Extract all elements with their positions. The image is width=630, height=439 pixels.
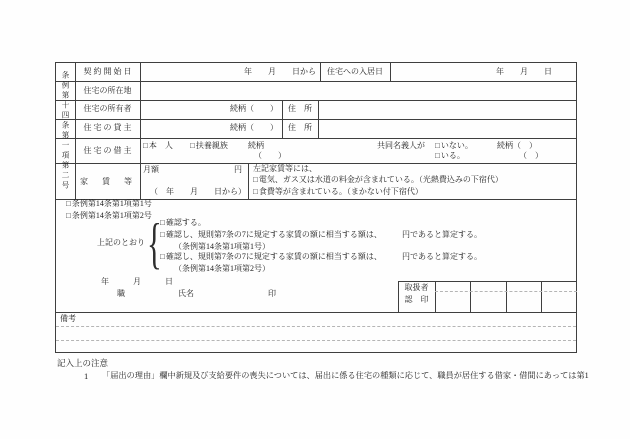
confirm-checkbox[interactable] <box>160 218 165 228</box>
side-article-label: 条例第十四条第一項第二号 <box>61 70 70 191</box>
move-in-label: 住宅への入居日 <box>327 67 383 76</box>
owner-address-field[interactable] <box>319 101 576 118</box>
note-item-number: 1 <box>84 371 89 381</box>
lessor-address-field[interactable] <box>319 120 576 137</box>
tenant-self-label: 本 人 <box>148 141 173 150</box>
handler-seal-cell[interactable] <box>507 282 540 311</box>
handler-label-line1: 取扱者 <box>404 283 429 292</box>
note-item-text: 「届出の理由」欄中新規及び支給要件の喪失については、届出に係る住宅の種類に応じて、職員が居住する借家・借間にあっては第1 <box>102 371 589 380</box>
location-field[interactable] <box>141 82 576 99</box>
rent-amount-field[interactable] <box>162 164 208 175</box>
lessor-relation-label: 続柄（ ） <box>230 123 278 132</box>
tenant-relation-label: 続柄 <box>248 141 264 150</box>
joint-holder-lead: 共同名義人が <box>377 141 425 150</box>
owner-name-field[interactable] <box>141 101 231 118</box>
joint-relation-paren: （ ） <box>519 151 543 160</box>
tenant-label: 住 宅 の 借 主 <box>83 146 132 155</box>
tenant-dependent-label: 扶養親族 <box>195 141 228 150</box>
joint-yes-checkbox[interactable] <box>435 151 440 161</box>
signature-post-label: 職 <box>117 289 125 298</box>
rent-label: 家 賃 等 <box>80 177 135 186</box>
remarks-field[interactable] <box>57 325 575 352</box>
article-1-1-1-checkbox[interactable] <box>66 199 71 209</box>
signature-seal-label: 印 <box>268 289 276 298</box>
contract-start-date-field[interactable] <box>141 63 319 80</box>
utilities-included-label: 電気、ガス又は水道の料金が含まれている。（光熱費込みの下宿代） <box>258 175 503 184</box>
contract-start-date-suffix: 年 月 日から <box>244 67 316 76</box>
lessor-name-field[interactable] <box>141 120 231 137</box>
meals-included-checkbox[interactable] <box>253 187 258 197</box>
calc2-label: 確認し、規則第7条の7に規定する家賃の額に相当する額は、 <box>165 252 382 261</box>
article-1-1-1-label: 条例第14条第1項第1号 <box>71 199 152 208</box>
grid-line <box>55 312 577 313</box>
handler-seal-cell[interactable] <box>436 282 469 311</box>
lessor-label: 住 宅 の 貸 主 <box>83 123 132 132</box>
remarks-label: 備考 <box>60 314 76 323</box>
owner-relation-label: 続柄（ ） <box>230 104 278 113</box>
grid-line <box>55 138 577 139</box>
calc1-checkbox[interactable] <box>160 230 165 240</box>
handler-seal-cell[interactable] <box>542 282 576 311</box>
owner-address-label: 住 所 <box>288 104 312 113</box>
signature-date: 年 月 日 <box>101 277 173 286</box>
utilities-included-checkbox[interactable] <box>253 175 258 185</box>
calc1-amount-field[interactable] <box>365 229 400 240</box>
contract-start-label: 契 約 開 始 日 <box>83 67 132 76</box>
lessor-address-label: 住 所 <box>288 123 312 132</box>
calc1-ref: （条例第14条第1項第1号） <box>174 242 270 251</box>
article-1-1-2-checkbox[interactable] <box>66 211 71 221</box>
joint-yes-label: いる。 <box>440 151 465 160</box>
joint-none-label: いない。 <box>440 141 473 150</box>
calc2-amount-field[interactable] <box>365 251 400 262</box>
calc2-tail: 円であると算定する。 <box>402 252 482 261</box>
handler-label-line2: 認 印 <box>404 295 429 304</box>
meals-included-label: 食費等が含まれている。（まかない付下宿代） <box>258 187 423 196</box>
notes-heading: 記入上の注意 <box>57 358 109 368</box>
owner-label: 住宅の所有者 <box>83 104 132 113</box>
rent-note-lead: 左記家賃等には、 <box>253 164 317 173</box>
rent-unit-label: 円 <box>234 165 242 174</box>
move-in-date-field[interactable] <box>391 63 576 80</box>
joint-none-checkbox[interactable] <box>435 141 440 151</box>
tenant-relation-paren: （ ） <box>254 151 286 160</box>
rent-from-paren: （ 年 月 日から） <box>150 187 246 196</box>
calc1-tail: 円であると算定する。 <box>402 230 482 239</box>
move-in-date-suffix: 年 月 日 <box>496 67 552 76</box>
tenant-self-checkbox[interactable] <box>143 141 148 151</box>
article-1-1-2-label: 条例第14条第1項第2号 <box>71 211 152 220</box>
confirmation-lead: 上記のとおり <box>97 238 145 247</box>
calc2-checkbox[interactable] <box>160 252 165 262</box>
joint-relation-label: 続柄（ ） <box>497 141 537 150</box>
confirm-label: 確認する。 <box>165 218 206 227</box>
handler-seal-cell[interactable] <box>471 282 505 311</box>
location-label: 住宅の所在地 <box>83 86 132 95</box>
rent-monthly-label: 月額 <box>143 165 159 174</box>
grid-line <box>248 163 249 199</box>
signature-name-field[interactable] <box>195 286 260 299</box>
calc2-ref: （条例第14条第1項第2号） <box>174 264 270 273</box>
signature-name-label: 氏名 <box>178 289 194 298</box>
tenant-dependent-checkbox[interactable] <box>190 141 195 151</box>
calc1-label: 確認し、規則第7条の7に規定する家賃の額に相当する額は、 <box>165 230 382 239</box>
